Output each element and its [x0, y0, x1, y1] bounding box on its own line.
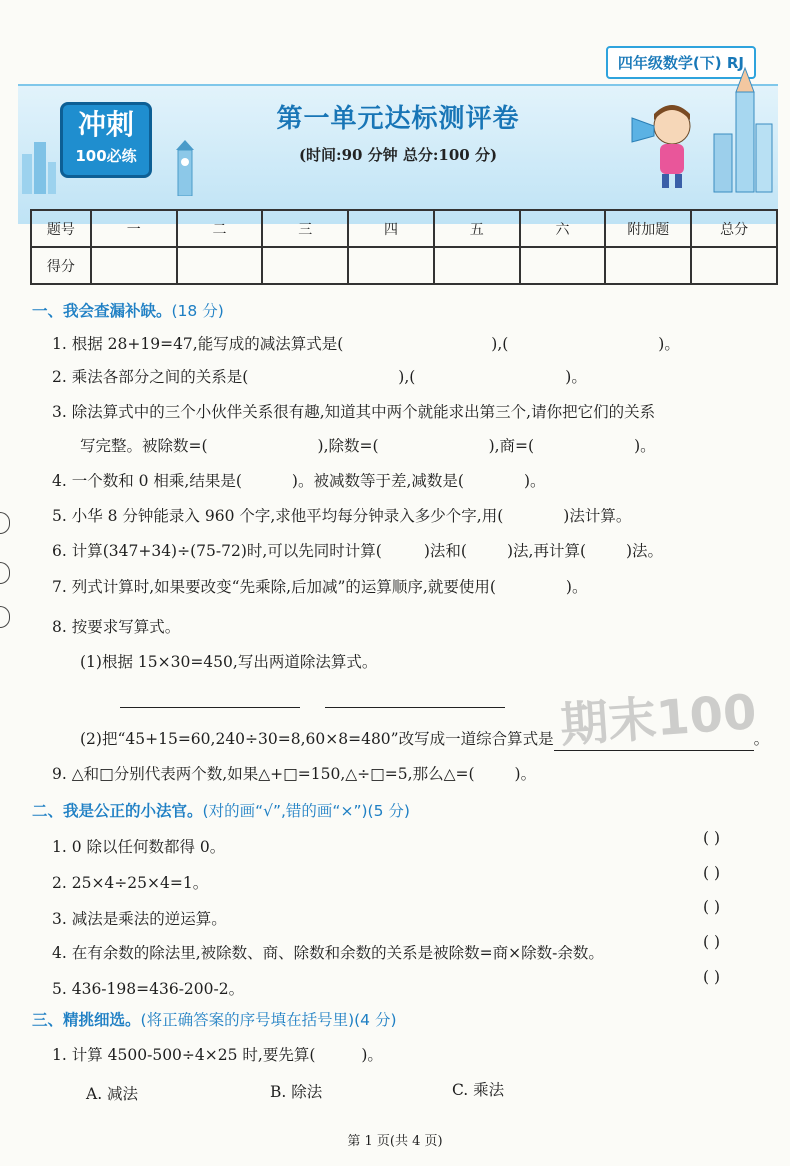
question-text: 5. 小华 8 分钟能录入 960 个字,求他平均每分钟录入多少个字,用(: [52, 507, 504, 525]
question-text: ),商=(: [488, 437, 535, 455]
page-footer: 第 1 页(共 4 页): [347, 1134, 443, 1149]
watermark: 期末100: [558, 684, 759, 754]
section-1-heading: [32, 299, 224, 321]
question-text: (2)把“45+15=60,240÷30=8,60×8=480”改写成一道综合算式是: [80, 730, 554, 748]
table-cell: 二: [177, 210, 263, 247]
score-cell[interactable]: [262, 247, 348, 284]
judge-answer-1[interactable]: ( ): [703, 829, 721, 847]
question-text: 1. 计算 4500-500÷4×25 时,要先算(: [52, 1046, 316, 1064]
question-text: 7. 列式计算时,如果要改变“先乘除,后加减”的运算顺序,就要使用(: [52, 578, 496, 596]
question-text: 4. 一个数和 0 相乘,结果是(: [52, 472, 242, 490]
question-text: 。: [753, 730, 770, 748]
table-cell: 附加题: [605, 210, 691, 247]
question-1-9: [52, 763, 536, 785]
score-cell[interactable]: [91, 247, 177, 284]
question-text: 2. 乘法各部分之间的关系是(: [52, 368, 249, 386]
judge-item-5: 5. 436-198=436-200-2。: [52, 980, 245, 998]
section-3-heading: [32, 1008, 397, 1030]
question-1-8: 8. 按要求写算式。: [52, 618, 181, 636]
binding-mark: [0, 512, 10, 534]
page-title: 第一单元达标测评卷: [276, 104, 520, 134]
question-text: )。: [634, 437, 656, 455]
answer-line[interactable]: [325, 707, 505, 708]
table-cell: 六: [520, 210, 606, 247]
question-1-1: [52, 333, 680, 355]
question-text: ),(: [398, 368, 416, 386]
score-cell[interactable]: [691, 247, 777, 284]
choice-option-b[interactable]: B. 除法: [270, 1083, 323, 1101]
section-2-heading: [32, 799, 410, 821]
question-text: 写完整。被除数=(: [80, 437, 208, 455]
question-text: 6. 计算(347+34)÷(75-72)时,可以先同时计算(: [52, 542, 382, 560]
section-2-title: 二、我是公正的小法官。: [32, 802, 203, 820]
section-2-score: (5 分): [367, 802, 410, 820]
subject-tag: 四年级数学(下) RJ: [606, 46, 756, 79]
judge-item-3: 3. 减法是乘法的逆运算。: [52, 910, 227, 928]
answer-line[interactable]: [120, 707, 300, 708]
table-cell: 总分: [691, 210, 777, 247]
question-text: )法计算。: [563, 507, 632, 525]
score-cell[interactable]: [177, 247, 263, 284]
score-cell[interactable]: [434, 247, 520, 284]
judge-answer-3[interactable]: ( ): [703, 898, 721, 916]
binding-mark: [0, 606, 10, 628]
question-1-5: [52, 505, 631, 527]
judge-item-2: 2. 25×4÷25×4=1。: [52, 874, 209, 892]
question-text: )。: [565, 368, 587, 386]
question-1-4: [52, 470, 546, 492]
judge-item-4: 4. 在有余数的除法里,被除数、商、除数和余数的关系是被除数=商×除数-余数。: [52, 944, 604, 962]
badge-main-text: 冲刺: [77, 108, 134, 141]
judge-answer-5[interactable]: ( ): [703, 968, 721, 986]
score-cell[interactable]: [348, 247, 434, 284]
question-text: )。: [658, 335, 680, 353]
judge-answer-2[interactable]: ( ): [703, 864, 721, 882]
question-1-2: [52, 366, 587, 388]
girl-megaphone-icon: [628, 96, 708, 192]
score-table-header-row: [31, 210, 777, 247]
question-text: 9. △和□分别代表两个数,如果△+□=150,△÷□=5,那么△=(: [52, 765, 475, 783]
question-text: )。被减数等于差,减数是(: [291, 472, 464, 490]
pencil-building-decoration: [708, 64, 774, 194]
table-cell: 三: [262, 210, 348, 247]
score-cell[interactable]: [605, 247, 691, 284]
question-text: 1. 根据 28+19=47,能写成的减法算式是(: [52, 335, 344, 353]
question-1-6: [52, 540, 663, 562]
question-1-3-line2: [80, 435, 656, 457]
judge-answer-4[interactable]: ( ): [703, 933, 721, 951]
question-text: ),(: [491, 335, 509, 353]
question-1-8-1: (1)根据 15×30=450,写出两道除法算式。: [80, 653, 378, 671]
choice-option-c[interactable]: C. 乘法: [452, 1081, 505, 1099]
question-text: ),除数=(: [317, 437, 379, 455]
question-text: )法。: [626, 542, 664, 560]
table-cell: 五: [434, 210, 520, 247]
section-1-title: 一、我会查漏补缺。: [32, 302, 172, 320]
binding-mark: [0, 562, 10, 584]
score-table: [30, 209, 778, 285]
question-text: )。: [565, 578, 588, 596]
question-1-7: [52, 576, 587, 598]
section-3-title: 三、精挑细选。: [32, 1011, 141, 1029]
badge-sub-text: 100必练: [75, 147, 137, 165]
table-cell: 一: [91, 210, 177, 247]
question-text: )。: [361, 1046, 383, 1064]
score-cell[interactable]: [520, 247, 606, 284]
section-1-score: (18 分): [171, 302, 224, 320]
section-2-note: (对的画“√”,错的画“×”): [202, 802, 368, 820]
table-cell: 题号: [31, 210, 91, 247]
question-1-3-line1: 3. 除法算式中的三个小伙伴关系很有趣,知道其中两个就能求出第三个,请你把它们的关系: [52, 403, 656, 421]
table-cell: 四: [348, 210, 434, 247]
section-3-score: (4 分): [354, 1011, 397, 1029]
question-text: )。: [523, 472, 546, 490]
table-cell: 得分: [31, 247, 91, 284]
section-3-note: (将正确答案的序号填在括号里): [140, 1011, 355, 1029]
question-text: )法和(: [423, 542, 467, 560]
exam-header: [18, 44, 778, 190]
question-text: )法,再计算(: [506, 542, 586, 560]
score-table-score-row: [31, 247, 777, 284]
question-text: )。: [514, 765, 537, 783]
judge-item-1: 1. 0 除以任何数都得 0。: [52, 838, 226, 856]
choice-question-1: [52, 1044, 383, 1066]
exam-time-score: (时间:90 分钟 总分:100 分): [298, 146, 498, 164]
choice-option-a[interactable]: A. 减法: [86, 1085, 139, 1103]
